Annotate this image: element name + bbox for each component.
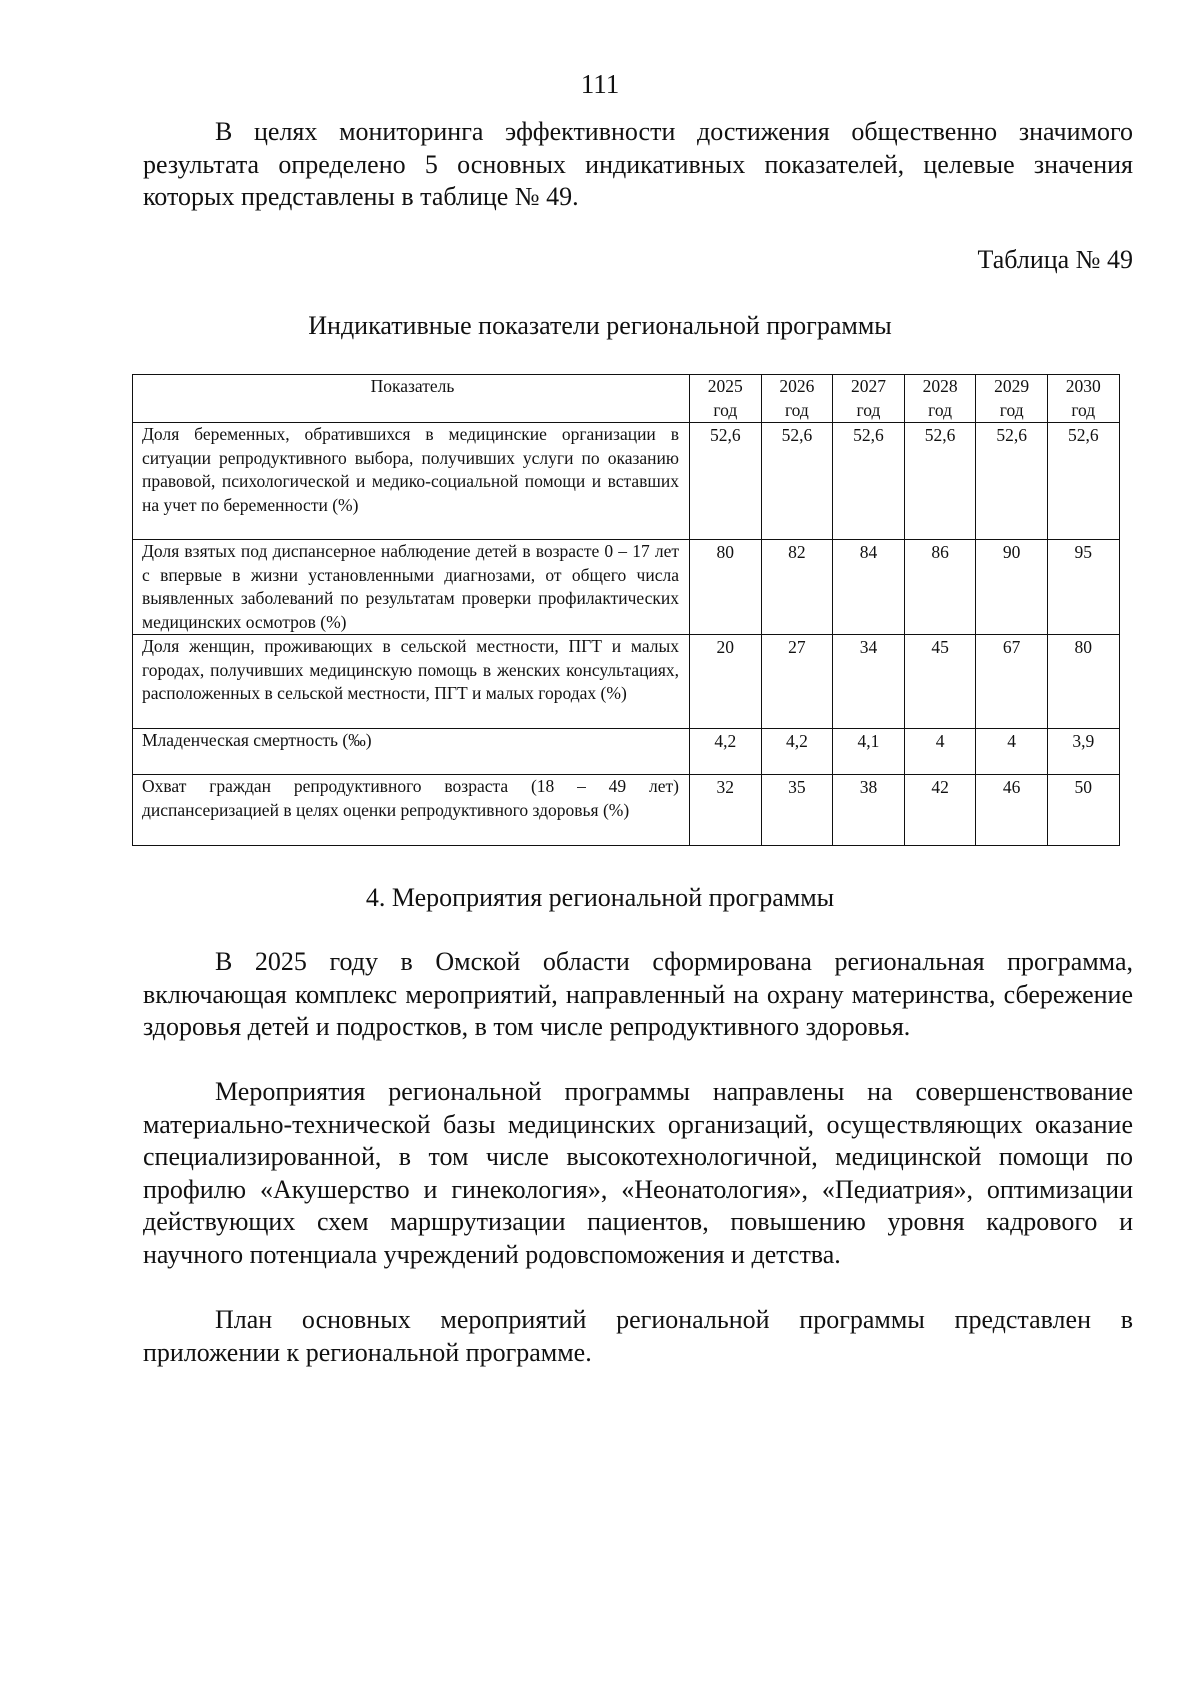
value-cell: 45 bbox=[904, 635, 976, 729]
value-cell: 34 bbox=[833, 635, 905, 729]
value-cell: 52,6 bbox=[761, 423, 833, 540]
value-cell: 27 bbox=[761, 635, 833, 729]
header-year: 2027 bbox=[850, 376, 886, 396]
header-year-unit: год bbox=[1071, 399, 1096, 420]
value-cell: 82 bbox=[761, 540, 833, 635]
header-year-2026 bbox=[761, 375, 833, 423]
body-paragraph: Мероприятия региональной программы направлены на совершенствование материально-технической базы медицинских организаций, осуществляющих оказание специализированной, в том числе высокотехнологичной, медицинской помощи по профилю «Акушерство и гинекология», «Неонатология», «Педиатрия», оптимизации действующих схем маршрутизации пациентов, повышению уровня кадрового и научного потенциала учреждений родовспоможения и детства. bbox=[143, 1077, 1133, 1269]
value-cell: 80 bbox=[690, 540, 762, 635]
intro-paragraph: В целях мониторинга эффективности достижения общественно значимого результата определено 5 основных индикативных показателей, целевые значения которых представлены в таблице № 49. bbox=[143, 117, 1133, 211]
value-cell: 80 bbox=[1047, 635, 1119, 729]
header-year-unit: год bbox=[856, 399, 881, 420]
indicators-table bbox=[132, 374, 1120, 846]
value-cell: 4 bbox=[976, 729, 1048, 775]
indicator-name: Доля беременных, обратившихся в медицинские организации в ситуации репродуктивного выбора, получивших услуги по оказанию правовой, психологической и медико-социальной помощи и вставших на учет по беременности (%) bbox=[133, 423, 690, 540]
value-cell: 52,6 bbox=[833, 423, 905, 540]
value-cell: 42 bbox=[904, 775, 976, 846]
header-year: 2029 bbox=[994, 376, 1030, 396]
value-cell: 67 bbox=[976, 635, 1048, 729]
header-year-unit: год bbox=[999, 399, 1024, 420]
value-cell: 4,2 bbox=[761, 729, 833, 775]
value-cell: 90 bbox=[976, 540, 1048, 635]
header-year: 2030 bbox=[1065, 376, 1101, 396]
section-title: 4. Мероприятия региональной программы bbox=[365, 883, 835, 912]
body-paragraph: В 2025 году в Омской области сформирована региональная программа, включающая комплекс мероприятий, направленный на охрану материнства, сбережение здоровья детей и подростков, в том числе репродуктивного здоровья. bbox=[143, 947, 1133, 1041]
table-row bbox=[133, 775, 1120, 846]
indicator-name: Доля взятых под диспансерное наблюдение детей в возрасте 0 – 17 лет с впервые в жизни установленными диагнозами, от общего числа выявленных заболеваний по результатам проверки профилактических медицинских осмотров (%) bbox=[133, 540, 690, 635]
value-cell: 52,6 bbox=[1047, 423, 1119, 540]
value-cell: 52,6 bbox=[904, 423, 976, 540]
value-cell: 20 bbox=[690, 635, 762, 729]
header-year-2030 bbox=[1047, 375, 1119, 423]
value-cell: 86 bbox=[904, 540, 976, 635]
header-year: 2028 bbox=[922, 376, 958, 396]
header-year-2028 bbox=[904, 375, 976, 423]
value-cell: 84 bbox=[833, 540, 905, 635]
header-year-2029 bbox=[976, 375, 1048, 423]
value-cell: 35 bbox=[761, 775, 833, 846]
value-cell: 38 bbox=[833, 775, 905, 846]
indicator-name: Младенческая смертность (‰) bbox=[133, 729, 690, 775]
indicator-name: Охват граждан репродуктивного возраста (18 – 49 лет) диспансеризацией в целях оценки репродуктивного здоровья (%) bbox=[133, 775, 690, 846]
body-paragraph: План основных мероприятий региональной программы представлен в приложении к региональной программе. bbox=[143, 1305, 1133, 1367]
value-cell: 32 bbox=[690, 775, 762, 846]
header-year-2025 bbox=[690, 375, 762, 423]
value-cell: 3,9 bbox=[1047, 729, 1119, 775]
table-row bbox=[133, 540, 1120, 635]
value-cell: 46 bbox=[976, 775, 1048, 846]
value-cell: 52,6 bbox=[976, 423, 1048, 540]
header-year: 2025 bbox=[707, 376, 743, 396]
value-cell: 52,6 bbox=[690, 423, 762, 540]
table-caption: Таблица № 49 bbox=[977, 245, 1133, 274]
header-year-2027 bbox=[833, 375, 905, 423]
value-cell: 4,2 bbox=[690, 729, 762, 775]
header-indicator: Показатель bbox=[133, 375, 690, 423]
table-row bbox=[133, 729, 1120, 775]
header-year-unit: год bbox=[713, 399, 738, 420]
table-row bbox=[133, 635, 1120, 729]
table-header-row bbox=[133, 375, 1120, 423]
header-year-unit: год bbox=[928, 399, 953, 420]
header-year-unit: год bbox=[784, 399, 809, 420]
value-cell: 50 bbox=[1047, 775, 1119, 846]
value-cell: 4,1 bbox=[833, 729, 905, 775]
value-cell: 95 bbox=[1047, 540, 1119, 635]
table-row bbox=[133, 423, 1120, 540]
page-number: 111 bbox=[580, 69, 620, 99]
indicator-name: Доля женщин, проживающих в сельской местности, ПГТ и малых городах, получивших медицинскую помощь в женских консультациях, расположенных в сельской местности, ПГТ и малых городах (%) bbox=[133, 635, 690, 729]
table-title: Индикативные показатели региональной программы bbox=[308, 311, 892, 340]
header-year: 2026 bbox=[779, 376, 815, 396]
value-cell: 4 bbox=[904, 729, 976, 775]
